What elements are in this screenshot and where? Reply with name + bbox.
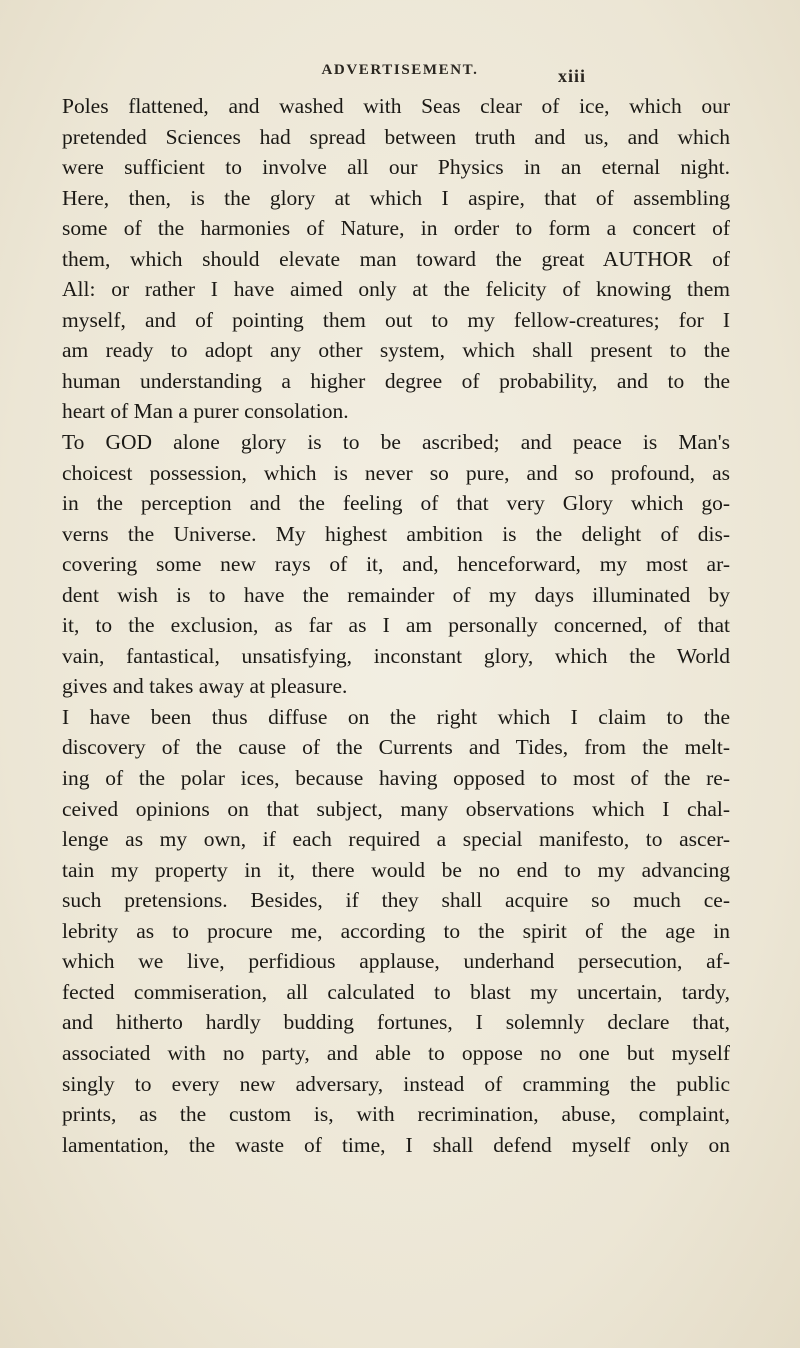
text-line: gives and takes away at pleasure. [62,674,348,699]
text-line: discovery of the cause of the Currents and Tides, from the melt- [62,735,730,760]
text-line: associated with no party, and able to oppose no one but myself [62,1040,730,1065]
text-line: were sufficient to involve all our Physics in an eternal night. [62,155,730,180]
text-line: human understanding a higher degree of probability, and to the [62,368,730,393]
text-line: it, to the exclusion, as far as I am personally concerned, of that [62,613,730,638]
text-line: lamentation, the waste of time, I shall defend myself only on [62,1132,730,1157]
running-head [0,58,800,88]
text-line: tain my property in it, there would be no end to my advancing [62,857,730,882]
text-line: covering some new rays of it, and, henceforward, my most ar- [62,552,730,577]
page-number: xiii [557,66,586,86]
text-line: some of the harmonies of Nature, in order to form a concert of [62,216,730,241]
text-line: ing of the polar ices, because having opposed to most of the re- [62,766,730,791]
text-line: fected commiseration, all calculated to blast my uncertain, tardy, [62,979,730,1004]
text-line: such pretensions. Besides, if they shall acquire so much ce- [62,888,730,913]
text-line: I have been thus diffuse on the right which I claim to the [62,704,730,729]
text-line: them, which should elevate man toward the great AUTHOR of [62,246,730,271]
running-title: ADVERTISEMENT. [321,62,479,78]
text-line: in the perception and the feeling of that very Glory which go- [62,491,730,516]
text-line: lebrity as to procure me, according to the spirit of the age in [62,918,730,943]
text-line: All: or rather I have aimed only at the felicity of knowing them [62,277,730,302]
text-line: To GOD alone glory is to be ascribed; and peace is Man's [62,430,730,455]
text-line: Poles flattened, and washed with Seas clear of ice, which our [62,94,730,118]
text-line: am ready to adopt any other system, which shall present to the [62,338,730,363]
text-line: vain, fantastical, unsatisfying, inconstant glory, which the World [62,643,730,668]
text-line: ceived opinions on that subject, many observations which I chal- [62,796,730,821]
text-line: which we live, perfidious applause, underhand persecution, af- [62,949,730,974]
text-line: pretended Sciences had spread between truth and us, and which [62,124,730,149]
text-line: verns the Universe. My highest ambition is the delight of dis- [62,521,730,546]
text-line: Here, then, is the glory at which I aspire, that of assembling [62,185,730,210]
text-line: myself, and of pointing them out to my fellow-creatures; for I [62,307,730,332]
text-line: lenge as my own, if each required a special manifesto, to ascer- [62,827,730,852]
text-line: and hitherto hardly budding fortunes, I solemnly declare that, [62,1010,730,1035]
text-line: choicest possession, which is never so pure, and so profound, as [62,460,730,485]
text-line: dent wish is to have the remainder of my days illuminated by [62,582,730,607]
text-line: prints, as the custom is, with recrimination, abuse, complaint, [62,1102,730,1127]
text-line: singly to every new adversary, instead of cramming the public [62,1071,730,1096]
text-line: heart of Man a purer consolation. [62,399,349,424]
body-text [62,91,730,1160]
